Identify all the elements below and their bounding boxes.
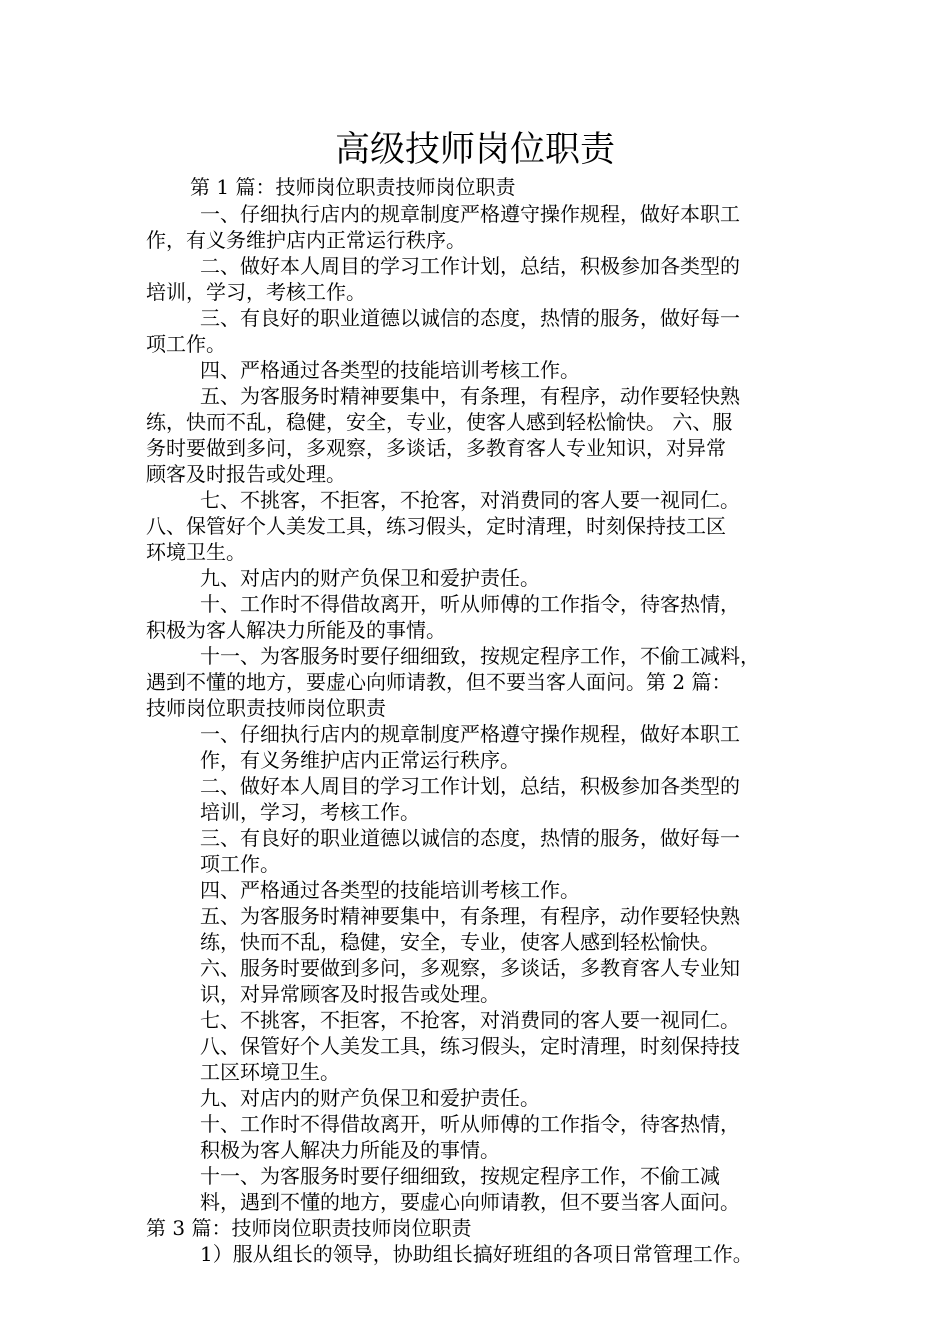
text-line: 技师岗位职责技师岗位职责: [146, 696, 386, 720]
text-line: 十、工作时不得借故离开，听从师傅的工作指令，待客热情，: [200, 592, 740, 616]
text-line: 务时要做到多问，多观察，多谈话，多教育客人专业知识，对异常: [146, 436, 726, 460]
text-line: 项工作。: [200, 852, 280, 876]
text-line: 工区环境卫生。: [200, 1060, 340, 1084]
text-line: 五、为客服务时精神要集中，有条理，有程序，动作要轻快熟: [200, 384, 740, 408]
text-line: 1）服从组长的领导，协助组长搞好班组的各项日常管理工作。: [200, 1242, 753, 1266]
text-line: 三、有良好的职业道德以诚信的态度，热情的服务，做好每一: [200, 306, 740, 330]
text-line: 一、仔细执行店内的规章制度严格遵守操作规程，做好本职工: [200, 202, 740, 226]
text-line: 七、不挑客，不拒客，不抢客，对消费同的客人要一视同仁。: [200, 488, 740, 512]
text-line: 四、严格通过各类型的技能培训考核工作。: [200, 358, 580, 382]
text-line: 项工作。: [146, 332, 226, 356]
text-line: 顾客及时报告或处理。: [146, 462, 346, 486]
text-line: 十、工作时不得借故离开，听从师傅的工作指令，待客热情，: [200, 1112, 740, 1136]
text-line: 十一、为客服务时要仔细细致，按规定程序工作，不偷工减: [200, 1164, 720, 1188]
text-line: 作，有义务维护店内正常运行秩序。: [200, 748, 520, 772]
text-line: 二、做好本人周目的学习工作计划，总结，积极参加各类型的: [200, 254, 740, 278]
text-line: 九、对店内的财产负保卫和爱护责任。: [200, 1086, 540, 1110]
text-line: 七、不挑客，不拒客，不抢客，对消费同的客人要一视同仁。: [200, 1008, 740, 1032]
text-line: 二、做好本人周目的学习工作计划，总结，积极参加各类型的: [200, 774, 740, 798]
text-line: 八、保管好个人美发工具，练习假头，定时清理，时刻保持技: [200, 1034, 740, 1058]
text-line: 练，快而不乱，稳健，安全，专业，使客人感到轻松愉快。 六、服: [146, 410, 733, 434]
text-line: 一、仔细执行店内的规章制度严格遵守操作规程，做好本职工: [200, 722, 740, 746]
text-line: 积极为客人解决力所能及的事情。: [146, 618, 446, 642]
text-line: 三、有良好的职业道德以诚信的态度，热情的服务，做好每一: [200, 826, 740, 850]
text-line: 第 3 篇：技师岗位职责技师岗位职责: [146, 1216, 472, 1240]
text-line: 十一、为客服务时要仔细细致，按规定程序工作，不偷工减料，: [200, 644, 760, 668]
text-line: 练，快而不乱，稳健，安全，专业，使客人感到轻松愉快。: [200, 930, 720, 954]
text-line: 九、对店内的财产负保卫和爱护责任。: [200, 566, 540, 590]
text-line: 五、为客服务时精神要集中，有条理，有程序，动作要轻快熟: [200, 904, 740, 928]
text-line: 培训，学习，考核工作。: [200, 800, 420, 824]
text-line: 作，有义务维护店内正常运行秩序。: [146, 228, 466, 252]
text-line: 第 1 篇：技师岗位职责技师岗位职责: [190, 175, 516, 199]
text-line: 培训，学习，考核工作。: [146, 280, 366, 304]
text-line: 四、严格通过各类型的技能培训考核工作。: [200, 878, 580, 902]
document-title: 高级技师岗位职责: [334, 130, 615, 170]
text-line: 环境卫生。: [146, 540, 246, 564]
text-line: 六、服务时要做到多问，多观察，多谈话，多教育客人专业知: [200, 956, 740, 980]
text-line: 识，对异常顾客及时报告或处理。: [200, 982, 500, 1006]
text-line: 八、保管好个人美发工具，练习假头，定时清理，时刻保持技工区: [146, 514, 726, 538]
text-line: 积极为客人解决力所能及的事情。: [200, 1138, 500, 1162]
text-line: 遇到不懂的地方，要虚心向师请教，但不要当客人面问。第 2 篇：: [146, 670, 732, 694]
text-line: 料，遇到不懂的地方，要虚心向师请教，但不要当客人面问。: [200, 1190, 740, 1214]
